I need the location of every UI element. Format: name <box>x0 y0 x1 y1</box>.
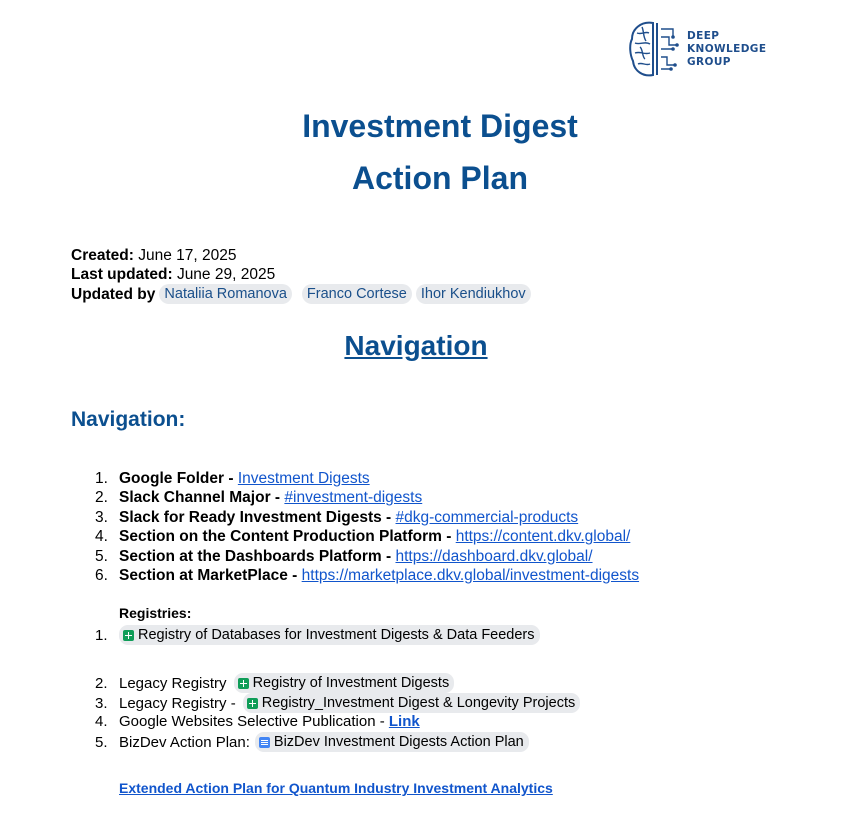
updated-by-label: Updated by <box>71 285 156 303</box>
list-item-label: Slack for Ready Investment Digests - <box>119 508 392 526</box>
file-chip-label: Registry of Databases for Investment Digests & Data Feeders <box>138 627 535 643</box>
google-websites-link[interactable]: Link <box>388 713 420 730</box>
registry-prefix: Google Websites Selective Publication - <box>119 713 385 730</box>
company-logo <box>629 19 766 79</box>
registries-label: Registries: <box>119 605 192 621</box>
dashboard-platform-link[interactable]: https://dashboard.dkv.global/ <box>395 547 593 565</box>
list-number: 2. <box>95 674 108 692</box>
registry-item <box>95 713 420 730</box>
sheet-file-chip[interactable] <box>243 693 581 713</box>
document-title-line-1: Investment Digest <box>302 108 578 144</box>
person-chip[interactable]: Nataliia Romanova <box>159 284 292 304</box>
extended-action-plan-link[interactable]: Extended Action Plan for Quantum Industry Investment Analytics <box>119 780 553 796</box>
file-chip-label: BizDev Investment Digests Action Plan <box>273 734 524 750</box>
logo-line-1: DEEP <box>687 29 720 42</box>
updated-by-row <box>71 284 531 304</box>
list-item <box>95 547 639 566</box>
logo-wordmark <box>687 30 766 69</box>
doc-file-chip[interactable] <box>255 732 529 752</box>
registry-prefix: Legacy Registry <box>119 674 227 692</box>
logo-line-3: GROUP <box>687 55 731 68</box>
list-number: 5. <box>95 733 108 751</box>
list-number: 1. <box>95 626 108 644</box>
file-chip-label: Registry of Investment Digests <box>252 675 450 691</box>
navigation-heading[interactable]: Navigation <box>344 330 488 361</box>
list-item-label: Section on the Content Production Platform - <box>119 528 452 546</box>
logo-line-2: KNOWLEDGE <box>687 42 767 55</box>
sheet-file-chip[interactable] <box>234 673 455 693</box>
list-item <box>95 527 639 546</box>
list-item-label: Section at the Dashboards Platform - <box>119 547 392 565</box>
created-row <box>71 246 236 265</box>
google-sheets-icon <box>238 678 249 689</box>
last-updated-label: Last updated: <box>71 266 173 283</box>
list-number: 4. <box>95 528 108 546</box>
list-number: 5. <box>95 547 108 565</box>
document-title-line-2: Action Plan <box>351 160 528 196</box>
last-updated-row <box>71 265 275 284</box>
investment-digests-folder-link[interactable]: Investment Digests <box>237 470 370 487</box>
brain-logo-icon <box>629 19 681 79</box>
list-item <box>95 566 639 585</box>
google-sheets-icon <box>247 698 258 709</box>
google-docs-icon <box>259 737 270 748</box>
list-number: 1. <box>95 470 108 487</box>
list-item-label: Slack Channel Major - <box>119 489 281 507</box>
list-item <box>95 469 639 488</box>
registry-prefix: Legacy Registry - <box>119 694 236 712</box>
sheet-file-chip[interactable] <box>119 625 540 645</box>
slack-channel-link[interactable]: #investment-digests <box>284 489 423 507</box>
navigation-list <box>95 469 639 585</box>
list-item <box>95 508 639 527</box>
person-chip[interactable]: Franco Cortese <box>302 284 412 304</box>
list-item <box>95 488 639 507</box>
registry-prefix: BizDev Action Plan: <box>119 733 250 751</box>
file-chip-label: Registry_Investment Digest & Longevity Projects <box>261 695 576 711</box>
list-number: 3. <box>95 694 108 712</box>
person-chip[interactable]: Ihor Kendiukhov <box>416 284 531 304</box>
list-number: 6. <box>95 567 108 585</box>
registry-item <box>95 625 540 645</box>
last-updated-value: June 29, 2025 <box>176 266 276 283</box>
list-number: 3. <box>95 508 108 526</box>
list-item-label: Google Folder - <box>119 470 234 487</box>
google-sheets-icon <box>123 630 134 641</box>
content-platform-link[interactable]: https://content.dkv.global/ <box>455 528 631 546</box>
slack-ready-channel-link[interactable]: #dkg-commercial-products <box>395 508 579 526</box>
list-number: 2. <box>95 489 108 507</box>
registry-item <box>95 673 454 693</box>
created-label: Created: <box>71 247 134 264</box>
list-number: 4. <box>95 713 108 730</box>
list-item-label: Section at MarketPlace - <box>119 567 298 585</box>
navigation-subheading: Navigation: <box>71 408 186 431</box>
created-value: June 17, 2025 <box>138 247 237 264</box>
registry-item <box>95 732 529 752</box>
marketplace-link[interactable]: https://marketplace.dkv.global/investment-digests <box>301 567 640 585</box>
registry-item <box>95 693 580 713</box>
